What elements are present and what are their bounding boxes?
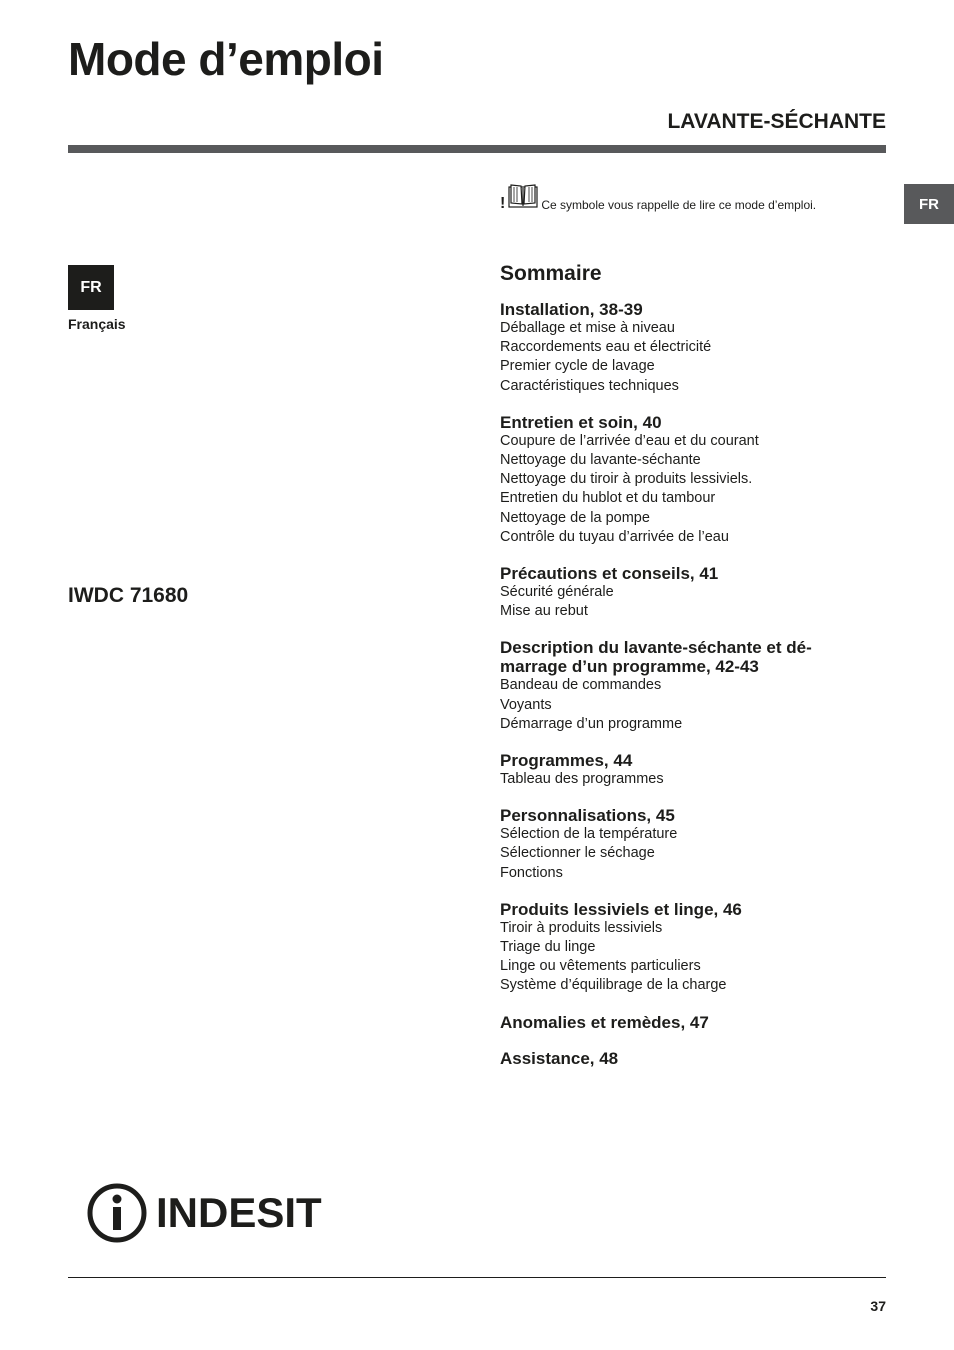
toc-item: Triage du linge — [500, 939, 596, 956]
open-book-icon — [508, 184, 541, 213]
toc-section — [500, 300, 886, 396]
footer-divider — [68, 1277, 886, 1278]
toc-section-title: Entretien et soin, 40 — [500, 412, 662, 432]
toc-section — [500, 806, 886, 883]
toc-item: Raccordements eau et électricité — [500, 339, 712, 356]
toc-section-title: Installation, 38-39 — [500, 300, 643, 319]
toc-item: Entretien du hublot et du tambour — [500, 490, 716, 507]
toc-section — [500, 1049, 886, 1068]
notice-text: Ce symbole vous rappelle de lire ce mode d’emploi. — [541, 198, 817, 212]
toc-section-title: marrage d’un programme, 42-43 — [500, 657, 759, 677]
toc-section — [500, 1013, 886, 1032]
toc-item: Sécurité générale — [500, 584, 614, 601]
page-number: 37 — [870, 1298, 886, 1314]
toc-section-title: Description du lavante-séchante et dé- — [500, 638, 812, 658]
toc-item: Sélection de la température — [500, 826, 678, 843]
toc-section — [500, 751, 886, 789]
warning-mark: ! — [500, 195, 506, 212]
read-manual-notice — [500, 184, 816, 213]
toc-item: Premier cycle de lavage — [500, 358, 655, 375]
toc-item: Nettoyage du lavante-séchante — [500, 452, 701, 469]
toc-section-title: Précautions et conseils, 41 — [500, 564, 719, 584]
toc-item: Sélectionner le séchage — [500, 845, 655, 862]
toc-item: Caractéristiques techniques — [500, 377, 679, 394]
toc-item: Nettoyage du tiroir à produits lessiviels. — [500, 471, 753, 488]
toc-item: Voyants — [500, 696, 552, 713]
toc-section — [500, 638, 886, 734]
toc-item: Système d’équilibrage de la charge — [500, 977, 727, 994]
toc-item: Nettoyage de la pompe — [500, 509, 650, 526]
toc-section-title: Anomalies et remèdes, 47 — [500, 1012, 709, 1032]
brand-name: INDESIT — [156, 1189, 322, 1236]
toc-section-title: Assistance, 48 — [500, 1048, 619, 1068]
header-divider — [68, 145, 886, 153]
indesit-logo-icon — [86, 1182, 148, 1244]
language-side-tab: FR — [904, 184, 954, 224]
table-of-contents — [500, 262, 886, 1085]
toc-section-title: Programmes, 44 — [500, 751, 633, 771]
toc-item: Bandeau de commandes — [500, 677, 662, 694]
toc-item: Tiroir à produits lessiviels — [500, 919, 663, 936]
toc-item: Linge ou vêtements particuliers — [500, 958, 701, 975]
page-title: Mode d’emploi — [68, 33, 384, 85]
toc-section — [500, 413, 886, 547]
toc-section — [500, 900, 886, 996]
model-number: IWDC 71680 — [68, 584, 189, 607]
product-type: LAVANTE-SÉCHANTE — [667, 110, 886, 133]
toc-item: Déballage et mise à niveau — [500, 320, 675, 336]
toc-item: Contrôle du tuyau d’arrivée de l’eau — [500, 528, 729, 545]
toc-item: Coupure de l’arrivée d’eau et du courant — [500, 432, 759, 449]
toc-heading: Sommaire — [500, 262, 602, 285]
language-badge: FR — [68, 265, 114, 310]
toc-item: Démarrage d’un programme — [500, 715, 683, 732]
toc-item: Fonctions — [500, 864, 563, 881]
toc-section-title: Produits lessiviels et linge, 46 — [500, 899, 742, 919]
language-name: Français — [68, 316, 126, 332]
brand-logo — [86, 1182, 322, 1244]
toc-item: Tableau des programmes — [500, 771, 664, 788]
toc-section — [500, 564, 886, 621]
toc-section-title: Personnalisations, 45 — [500, 806, 675, 826]
toc-item: Mise au rebut — [500, 603, 588, 620]
